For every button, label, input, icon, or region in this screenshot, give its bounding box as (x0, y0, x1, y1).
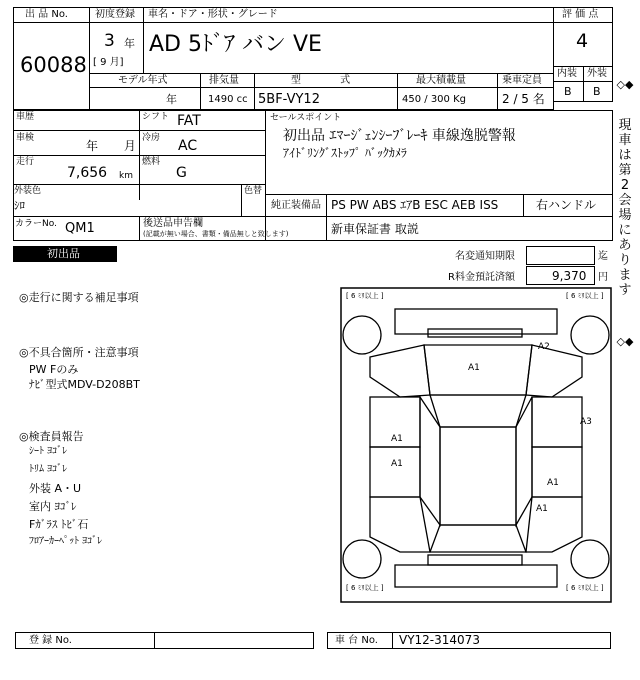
hdr-v3 (397, 73, 398, 110)
inspector-title: ◎検査員報告 (19, 430, 84, 443)
aircon-label: 冷房 (142, 133, 161, 143)
specs-hdiv2 (13, 155, 266, 156)
aftermarket-note: (記載が無い場合、書類・備品無しと致します) (143, 230, 289, 238)
sidebar-char: 第 (618, 163, 632, 178)
rating-div3 (553, 81, 613, 82)
equipment-vdiv2 (523, 194, 524, 217)
shift-value: FAT (177, 113, 201, 129)
first-reg-label: 初度登録 (95, 9, 135, 20)
mark-right-quarter: A1 (536, 504, 548, 514)
mark-left-front-door: A1 (391, 434, 403, 444)
sidebar-char: は (618, 148, 632, 163)
mark-right-front: A3 (580, 417, 592, 427)
color-no-label: カラーNo. (15, 219, 57, 229)
title-label: 車名・ドア・形状・グレード (148, 9, 278, 20)
ext-color-value: ｼﾛ (14, 199, 25, 212)
sidebar-char: す (618, 283, 632, 298)
sidebar-char: 場 (618, 208, 632, 223)
recycle-unit: 円 (598, 272, 608, 283)
chassis-no-vdiv (392, 632, 393, 649)
documents: 新車保証書 取説 (331, 222, 419, 236)
hdr-v4 (497, 73, 498, 110)
shift-label: シフト (142, 112, 170, 122)
max-load-label: 最大積載量 (416, 75, 466, 86)
defect-line: ﾅﾋﾞ型式MDV-D208BT (29, 378, 140, 391)
specs-vdiv3 (139, 216, 140, 241)
car-damage-diagram (340, 287, 612, 603)
max-load-value: 450 / 300 Kg (402, 94, 466, 105)
type-value: 5BF-VY12 (258, 92, 320, 107)
sidebar-top-diamonds: ◇◆ (616, 78, 634, 91)
tire-label-fl: [ 6 ﾐﾘ以上 ] (346, 292, 384, 300)
inspection-label: 車検 (16, 133, 35, 143)
aircon-value: AC (178, 138, 198, 154)
defects-title: ◎不具合箇所・注意事項 (19, 346, 139, 359)
capacity-label: 乗車定員 (502, 75, 542, 86)
inspection-value: 年 月 (86, 139, 136, 153)
sidebar-char: 会 (618, 193, 632, 208)
tire-label-rl: [ 6 ﾐﾘ以上 ] (346, 584, 384, 592)
specs-vdiv2 (241, 184, 242, 216)
hdr-v2 (254, 73, 255, 110)
reg-no-vdiv (154, 632, 155, 649)
recycle-label: R料金預託済額 (448, 272, 515, 283)
header-divider-2 (89, 87, 554, 88)
color-no-value: QM1 (65, 221, 95, 236)
mark-hood: A1 (468, 363, 480, 373)
reg-no-label: 登 録 No. (29, 635, 72, 646)
equipment-label: 純正装備品 (271, 200, 321, 211)
exterior-label: 外装 (587, 68, 607, 79)
color-change-label: 色替 (244, 186, 263, 196)
sidebar-char: あ (618, 238, 632, 253)
sales-points-line1: 初出品 ｴﾏｰｼﾞｪﾝｼｰﾌﾞﾚｰｷ 車線逸脱警報 (283, 128, 516, 144)
chassis-no-value: VY12-314073 (399, 633, 480, 647)
mileage-value: 7,656 (67, 165, 108, 181)
first-reg-month: [ 9 月] (93, 57, 124, 68)
interior-label: 内装 (557, 68, 577, 79)
mileage-unit: km (119, 171, 133, 181)
aftermarket-label: 後送品申告欄 (143, 218, 203, 229)
lot-label: 出 品 No. (25, 9, 68, 20)
sidebar-char: ま (618, 268, 632, 283)
equipment-hdiv (265, 216, 613, 217)
model-year-value: 年 (166, 93, 177, 106)
mark-top-bumper: A2 (538, 342, 550, 352)
tire-front-left (343, 316, 381, 354)
rating-div1 (553, 22, 613, 23)
sidebar-char: り (618, 253, 632, 268)
first-listing-text: 初出品 (47, 247, 80, 260)
model-year-label: モデル年式 (118, 75, 168, 86)
inspector-line: 室内 ﾖｺﾞﾚ (29, 500, 77, 513)
displacement-value: 1490 cc (208, 94, 248, 105)
sidebar-char: 2 (620, 178, 630, 193)
meter-change-unit: 迄 (598, 251, 608, 262)
exterior-value: B (593, 85, 601, 98)
tire-front-right (571, 316, 609, 354)
driving-remarks-title: ◎走行に関する補足事項 (19, 291, 139, 304)
sidebar-bottom-diamonds: ◇◆ (616, 335, 634, 348)
car-title: AD 5ﾄﾞｱ バン VE (149, 32, 322, 57)
inspector-line: ｼｰﾄ ﾖｺﾞﾚ (29, 446, 68, 457)
rating-value: 4 (576, 30, 589, 52)
notice-sidebar (614, 118, 636, 330)
mileage-label: 走行 (16, 157, 35, 167)
fuel-value: G (176, 165, 187, 181)
lot-number: 60088 (20, 53, 87, 77)
tire-label-fr: [ 6 ﾐﾘ以上 ] (566, 292, 604, 300)
specs-hdiv1 (13, 130, 266, 131)
drive-side: 右ハンドル (536, 198, 597, 212)
rating-vdiv (583, 66, 584, 102)
defect-line: PW Fのみ (29, 363, 79, 376)
hdr-v1 (200, 73, 201, 110)
first-reg-year: 3 (104, 31, 115, 51)
recycle-value: 9,370 (552, 269, 587, 283)
equipment-vdiv1 (326, 194, 327, 217)
equipment-value: PS PW ABS ｴｱB ESC AEB ISS (331, 198, 499, 212)
tire-label-rr: [ 6 ﾐﾘ以上 ] (566, 584, 604, 592)
meter-change-box (526, 246, 595, 265)
inspector-line: Fｶﾞﾗｽ ﾄﾋﾞ石 (29, 518, 89, 531)
first-reg-year-unit: 年 (124, 37, 135, 50)
mark-right-rear-door: A1 (547, 478, 559, 488)
meter-change-label: 名変通知期限 (455, 251, 515, 262)
specs-hdiv3 (13, 184, 266, 185)
inspector-line: ﾄﾘﾑ ﾖｺﾞﾚ (29, 464, 68, 475)
tire-rear-right (571, 540, 609, 578)
type-label: 型 式 (291, 75, 351, 86)
mark-left-rear-door: A1 (391, 459, 403, 469)
equipment-vdiv3 (326, 216, 327, 241)
inspector-line: 外装 A・U (29, 482, 82, 495)
chassis-no-label: 車 台 No. (335, 635, 378, 646)
inspector-line: ﾌﾛｱｰｶｰﾍﾟｯﾄ ﾖｺﾞﾚ (29, 536, 103, 547)
sidebar-char: 車 (618, 133, 632, 148)
sales-points-label: セールスポイント (270, 113, 342, 123)
displacement-label: 排気量 (209, 75, 239, 86)
capacity-value: 2 / 5 名 (502, 92, 545, 106)
tire-rear-left (343, 540, 381, 578)
history-label: 車歴 (16, 112, 35, 122)
interior-value: B (564, 85, 572, 98)
sidebar-char: に (618, 223, 632, 238)
rating-label: 評 価 点 (562, 9, 599, 20)
sales-points-line2: ｱｲﾄﾞﾘﾝｸﾞｽﾄｯﾌﾟ ﾊﾞｯｸｶﾒﾗ (283, 146, 407, 160)
header-divider-1 (89, 73, 554, 74)
sidebar-char: 現 (618, 118, 632, 133)
ext-color-label: 外装色 (14, 186, 42, 196)
fuel-label: 燃料 (142, 157, 161, 167)
